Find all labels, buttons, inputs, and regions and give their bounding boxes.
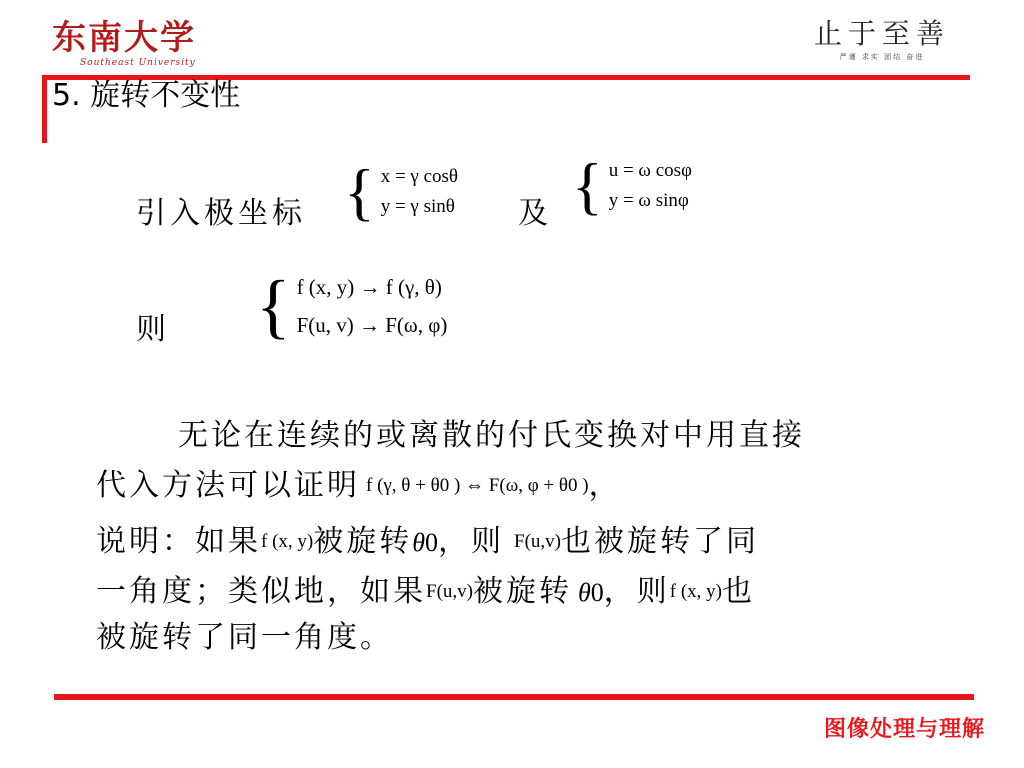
left-accent-bar: [42, 75, 47, 143]
inline-theta: θ: [577, 578, 591, 607]
logo-chinese-name: 东南大学: [52, 18, 196, 58]
transform-line1: f (x, y) → f (γ, θ): [296, 275, 442, 299]
transform-system: [256, 268, 447, 344]
polar-intro-label: 引入极坐标: [136, 196, 306, 231]
rotation-theorem-formula: f (γ, θ + θ0 ) ⇔ F(ω, φ + θ0 ): [366, 475, 589, 496]
body-line-4-c: ，则: [603, 574, 670, 609]
motto-text: 止于至善: [813, 17, 950, 50]
inline-F-uv: F(u,v): [514, 531, 561, 552]
polar-system-1-line2: y = γ sinθ: [380, 196, 455, 217]
course-title-footer: 图像处理与理解: [824, 717, 986, 742]
left-brace-icon: {: [572, 150, 603, 221]
body-line-1: 无论在连续的或离散的付氏变换对中用直接: [178, 418, 805, 453]
body-line-4-b: 被旋转: [472, 574, 572, 609]
and-label: 及: [518, 196, 552, 231]
polar-system-1-line1: x = γ cosθ: [380, 166, 459, 187]
body-line-3-c: ，则: [438, 524, 505, 559]
polar-system-2: [572, 150, 692, 221]
body-line-5: 被旋转了同一角度。: [96, 620, 393, 655]
polar-system-2-line1: u = ω cosφ: [608, 160, 692, 181]
polar-system-1: [344, 156, 459, 227]
then-label: 则: [136, 312, 170, 347]
body-line-2-end: ，: [588, 468, 622, 503]
body-line-2: [96, 462, 622, 510]
inline-theta-subscript: 0: [425, 528, 439, 557]
inline-f-xy: f (x, y): [261, 531, 314, 552]
body-line-4-a: 一角度；类似地，如果: [96, 574, 426, 609]
motto-subtext: 严谨 求实 团结 奋进: [839, 53, 925, 61]
body-line-4: [96, 568, 755, 617]
left-brace-icon: {: [344, 156, 375, 227]
body-line-3-d: 也被旋转了同: [561, 524, 759, 559]
transform-line2: F(u, v) → F(ω, φ): [296, 313, 448, 337]
inline-theta: θ: [412, 528, 426, 557]
body-line-3: [96, 518, 759, 567]
body-line-4-d: 也: [722, 574, 755, 609]
body-line-2-text: 代入方法可以证明: [96, 468, 360, 503]
inline-theta-subscript: 0: [590, 578, 604, 607]
motto-logo: [792, 16, 972, 72]
university-logo: [52, 18, 222, 74]
left-brace-icon: {: [256, 266, 291, 346]
bottom-divider: [54, 694, 974, 700]
body-line-3-a: 说明：如果: [96, 524, 261, 559]
polar-system-2-line2: y = ω sinφ: [608, 190, 689, 211]
inline-f-xy: f (x, y): [669, 581, 722, 602]
section-title: 5. 旋转不变性: [52, 78, 241, 113]
body-line-3-b: 被旋转: [313, 524, 413, 559]
logo-english-name: Southeast University: [80, 58, 196, 68]
inline-F-uv: F(u,v): [426, 581, 473, 602]
